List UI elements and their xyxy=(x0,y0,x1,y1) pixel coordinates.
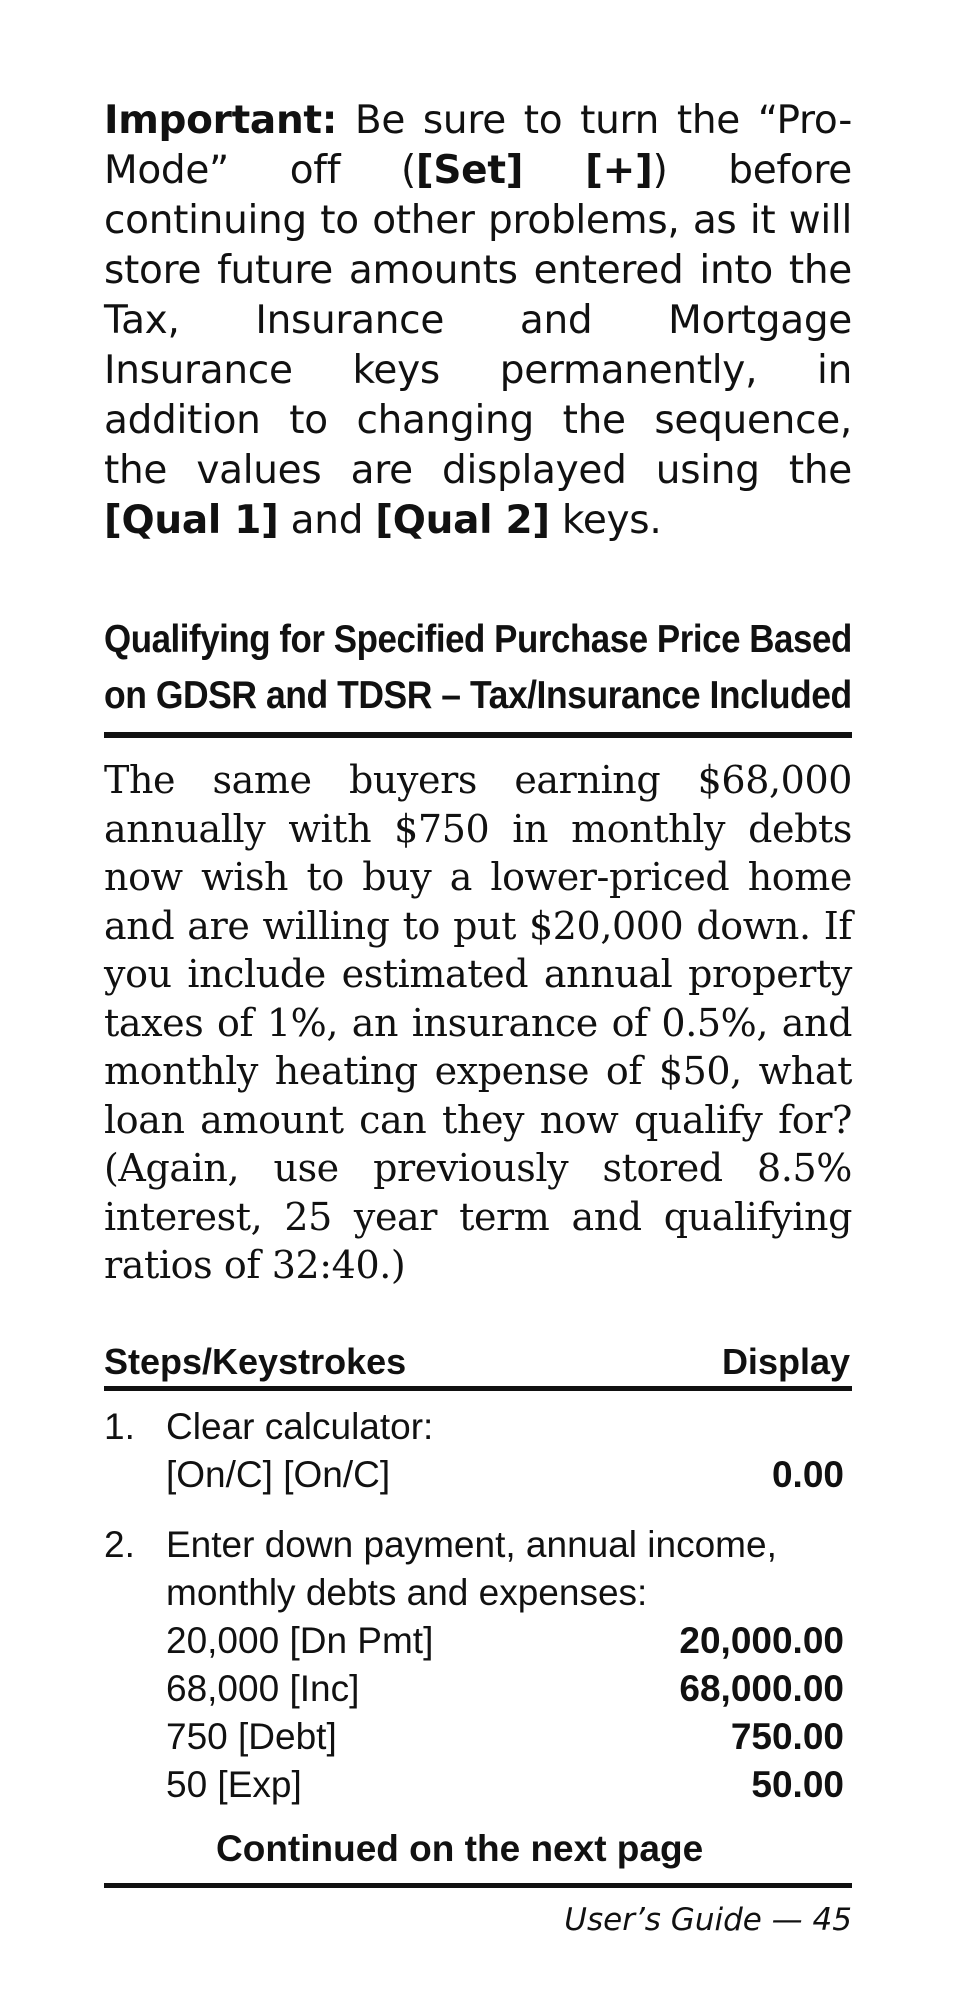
steps-table-header xyxy=(104,1340,852,1391)
keystrokes: [On/C] [On/C] xyxy=(166,1453,391,1495)
keystrokes: 68,000 [Inc] xyxy=(166,1667,360,1709)
important-text-3: and xyxy=(278,498,376,543)
key-qual-2: [Qual 2] xyxy=(375,498,550,543)
manual-page xyxy=(104,96,852,1940)
important-text-2: ) before continuing to other problems, as it will store future amounts entered into the Tax, Insurance and Mortgage Insurance keys permanently, in addition to changing the sequence, the values are displayed using the xyxy=(104,148,852,493)
step-2 xyxy=(104,1521,852,1809)
step-body xyxy=(166,1521,852,1809)
section-heading-line-2: on GDSR and TDSR – Tax/Insurance Included xyxy=(104,674,852,717)
section-heading xyxy=(104,612,852,738)
keystroke-row xyxy=(166,1665,852,1713)
step-description: Clear calculator: xyxy=(166,1405,434,1447)
important-note xyxy=(104,96,852,546)
page-footer: User’s Guide — 45 xyxy=(564,1901,852,1938)
keystrokes: 20,000 [Dn Pmt] xyxy=(166,1619,434,1661)
display-heading: Display xyxy=(721,1340,850,1382)
important-label: Important: xyxy=(104,98,338,143)
important-text-1: Be sure to turn the “Pro-Mode” off ( xyxy=(104,98,852,193)
keystroke-row xyxy=(166,1761,852,1809)
keystrokes: 50 [Exp] xyxy=(166,1763,302,1805)
steps-keystrokes-heading: Steps/Keystrokes xyxy=(104,1340,407,1382)
keystroke-row xyxy=(166,1713,852,1761)
step-number: 1. xyxy=(104,1405,135,1447)
step-description-line-1: Enter down payment, annual income, xyxy=(166,1523,777,1565)
display-value: 68,000.00 xyxy=(679,1667,844,1709)
key-set-plus: [Set] [+] xyxy=(415,148,653,193)
section-heading-line-1: Qualifying for Specified Purchase Price Based xyxy=(104,618,852,661)
display-value: 750.00 xyxy=(730,1715,844,1757)
keystroke-row xyxy=(166,1617,852,1665)
important-text-4: keys. xyxy=(549,498,662,543)
key-qual-1: [Qual 1] xyxy=(104,498,279,543)
keystroke-row xyxy=(166,1451,852,1499)
display-value: 20,000.00 xyxy=(679,1619,844,1661)
continued-note: Continued on the next page xyxy=(104,1825,852,1888)
step-number: 2. xyxy=(104,1523,135,1565)
step-body xyxy=(166,1403,852,1499)
display-value: 50.00 xyxy=(751,1763,844,1805)
display-value: 0.00 xyxy=(771,1453,844,1495)
step-1 xyxy=(104,1403,852,1499)
step-description-line-2: monthly debts and expenses: xyxy=(166,1571,648,1613)
problem-statement: The same buyers earning $68,000 annually with $750 in monthly debts now wish to buy a lower-priced home and are willing to put $20,000 down. If you include estimated annual property taxes of 1%, an insurance of 0.5%, and monthly heating expense of $50, what loan amount can they now qualify for? (Again, use previously stored 8.5% interest, 25 year term and qualifying ratios of 32:40.) xyxy=(104,758,852,1287)
keystrokes: 750 [Debt] xyxy=(166,1715,337,1757)
